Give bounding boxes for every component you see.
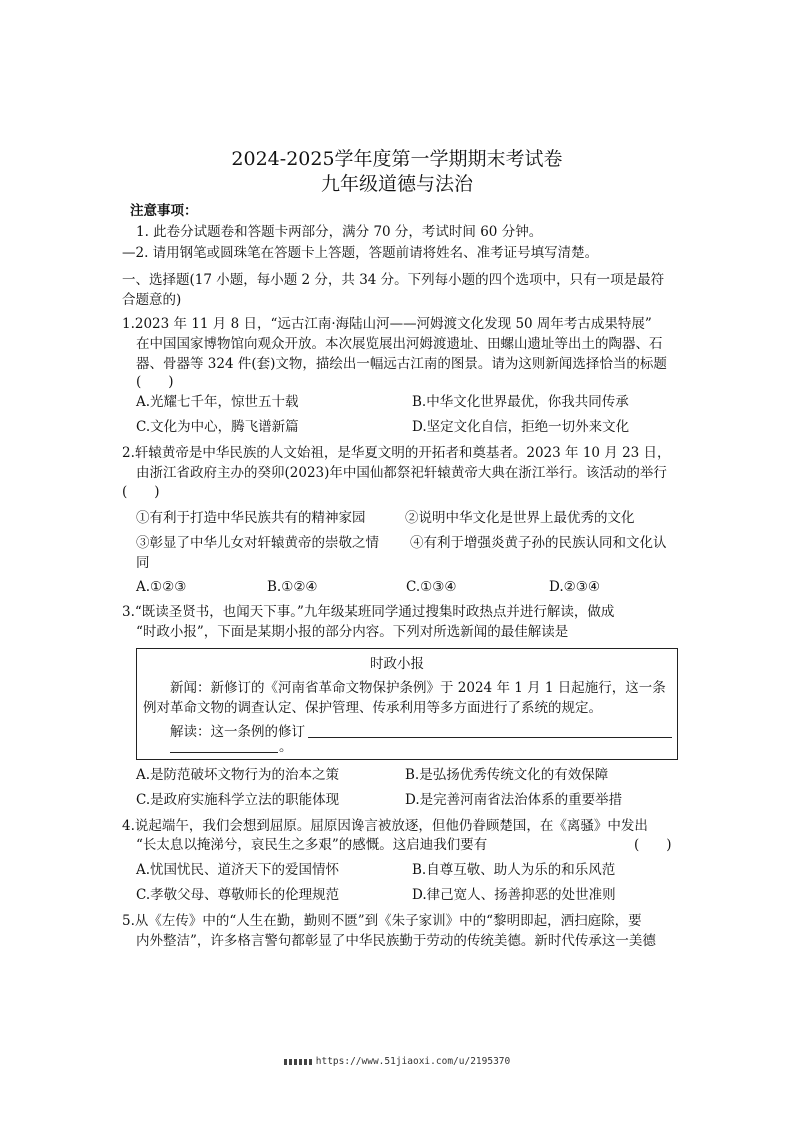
exam-subtitle: 九年级道德与法治 (320, 173, 473, 195)
q2-statement-2: ②说明中华文化是世界上最优秀的文化 (405, 510, 635, 526)
page-footer (0, 1056, 794, 1067)
q3-option-b: B.是弘扬优秀传统文化的有效保障 (405, 767, 609, 783)
q3-option-a: A.是防范破坏文物行为的治本之策 (136, 767, 340, 783)
q1-stem-line1: 1.2023 年 11 月 8 日，“远古江南·海陆山河——河姆渡文化发现 50 周年考古成果特展” (122, 316, 652, 332)
q2-stem-line2: 由浙江省政府主办的癸卯(2023)年中国仙都祭祀轩辕黄帝大典在浙江举行。该活动的举行 (136, 465, 667, 481)
q3-option-c: C.是政府实施科学立法的职能体现 (136, 792, 340, 808)
notice-item-1: 1. 此卷分试题卷和答题卡两部分，满分 70 分，考试时间 60 分钟。 (136, 224, 543, 240)
notice-item-2: —2. 请用钢笔或圆珠笔在答题卡上答题，答题前请将姓名、准考证号填写清楚。 (122, 245, 599, 261)
q4-stem-line2: “长太息以掩涕兮，哀民生之多艰”的感慨。这启迪我们要有 (136, 837, 488, 853)
footer-url[interactable]: https://www.51jiaoxi.com/u/2195370 (315, 1056, 511, 1067)
q3-option-d: D.是完善河南省法治体系的重要举措 (405, 792, 623, 808)
interpretation-blank-line2 (170, 752, 278, 753)
news-box-title: 时政小报 (370, 656, 424, 672)
news-box-period: 。 (279, 739, 293, 755)
q4-option-b: B.自尊互敬、助人为乐的和乐风范 (412, 862, 616, 878)
q1-option-b: B.中华文化世界最优，你我共同传承 (412, 394, 629, 410)
site-logo (284, 1059, 312, 1065)
news-box-line2: 例对革命文物的调查认定、保护管理、传承利用等多方面进行了系统的规定。 (143, 700, 602, 716)
q2-stem-line1: 2.轩辕黄帝是中华民族的人文始祖，是华夏文明的开拓者和奠基者。2023 年 10 月 23 日， (122, 445, 671, 461)
q2-statement-1: ①有利于打造中华民族共有的精神家园 (136, 510, 366, 526)
exam-title: 2024-2025学年度第一学期期末考试卷 (231, 148, 563, 170)
q2-option-d: D.②③④ (549, 579, 600, 595)
news-box-line1: 新闻：新修订的《河南省革命文物保护条例》于 2024 年 1 月 1 日起施行，这一条 (170, 680, 666, 696)
q3-stem-line1: 3.“既读圣贤书，也闻天下事。”九年级某班同学通过搜集时政热点并进行解读，做成 (122, 604, 615, 620)
q2-statement-4-cont: 同 (136, 555, 150, 571)
q2-statement-3: ③彰显了中华儿女对轩辕黄帝的崇敬之情 (136, 535, 379, 551)
q1-stem-line3: 器、骨器等 324 件(套)文物，描绘出一幅远古江南的图景。请为这则新闻选择恰当的标题 (136, 356, 667, 372)
q4-option-a: A.忧国忧民、道济天下的爱国情怀 (136, 862, 340, 878)
q1-answer-bracket: ( ) (136, 374, 174, 390)
notice-heading: 注意事项： (130, 203, 198, 219)
q1-option-c: C.文化为中心，腾飞谱新篇 (136, 419, 299, 435)
interpretation-blank-line1 (308, 737, 672, 738)
q5-stem-line1: 5.从《左传》中的“人生在勤，勤则不匮”到《朱子家训》中的“黎明即起，洒扫庭除，要 (122, 913, 642, 929)
section-heading: 一、选择题(17 小题，每小题 2 分，共 34 分。下列每小题的四个选项中，只有一项是最符 (122, 272, 665, 288)
q2-option-c: C.①③④ (406, 579, 457, 595)
q4-option-d: D.律己宽人、扬善抑恶的处世准则 (412, 887, 616, 903)
q5-stem-line2: 内外整洁”，许多格言警句都彰显了中华民族勤于劳动的传统美德。新时代传承这一美德 (136, 933, 656, 949)
q1-stem-line2: 在中国国家博物馆向观众开放。本次展览展出河姆渡遗址、田螺山遗址等出土的陶器、石 (136, 336, 663, 352)
section-heading-cont: 合题意的) (122, 292, 182, 308)
q4-stem-line1: 4.说起端午，我们会想到屈原。屈原因谗言被放逐，但他仍眷顾楚国，在《离骚》中发出 (122, 818, 648, 834)
q1-option-d: D.坚定文化自信，拒绝一切外来文化 (412, 419, 630, 435)
q2-option-b: B.①②④ (267, 579, 318, 595)
q3-stem-line2: “时政小报”，下面是某期小报的部分内容。下列对所选新闻的最佳解读是 (136, 624, 569, 640)
q1-option-a: A.光耀七千年，惊世五十载 (136, 394, 299, 410)
q2-answer-bracket: ( ) (122, 484, 160, 500)
q2-statement-4: ④有利于增强炎黄子孙的民族认同和文化认 (410, 535, 667, 551)
q4-answer-bracket: ( ) (634, 837, 672, 853)
q2-option-a: A.①②③ (136, 579, 187, 595)
news-box-interpretation: 解读：这一条例的修订 (170, 724, 305, 740)
q4-option-c: C.孝敬父母、尊敬师长的伦理规范 (136, 887, 340, 903)
